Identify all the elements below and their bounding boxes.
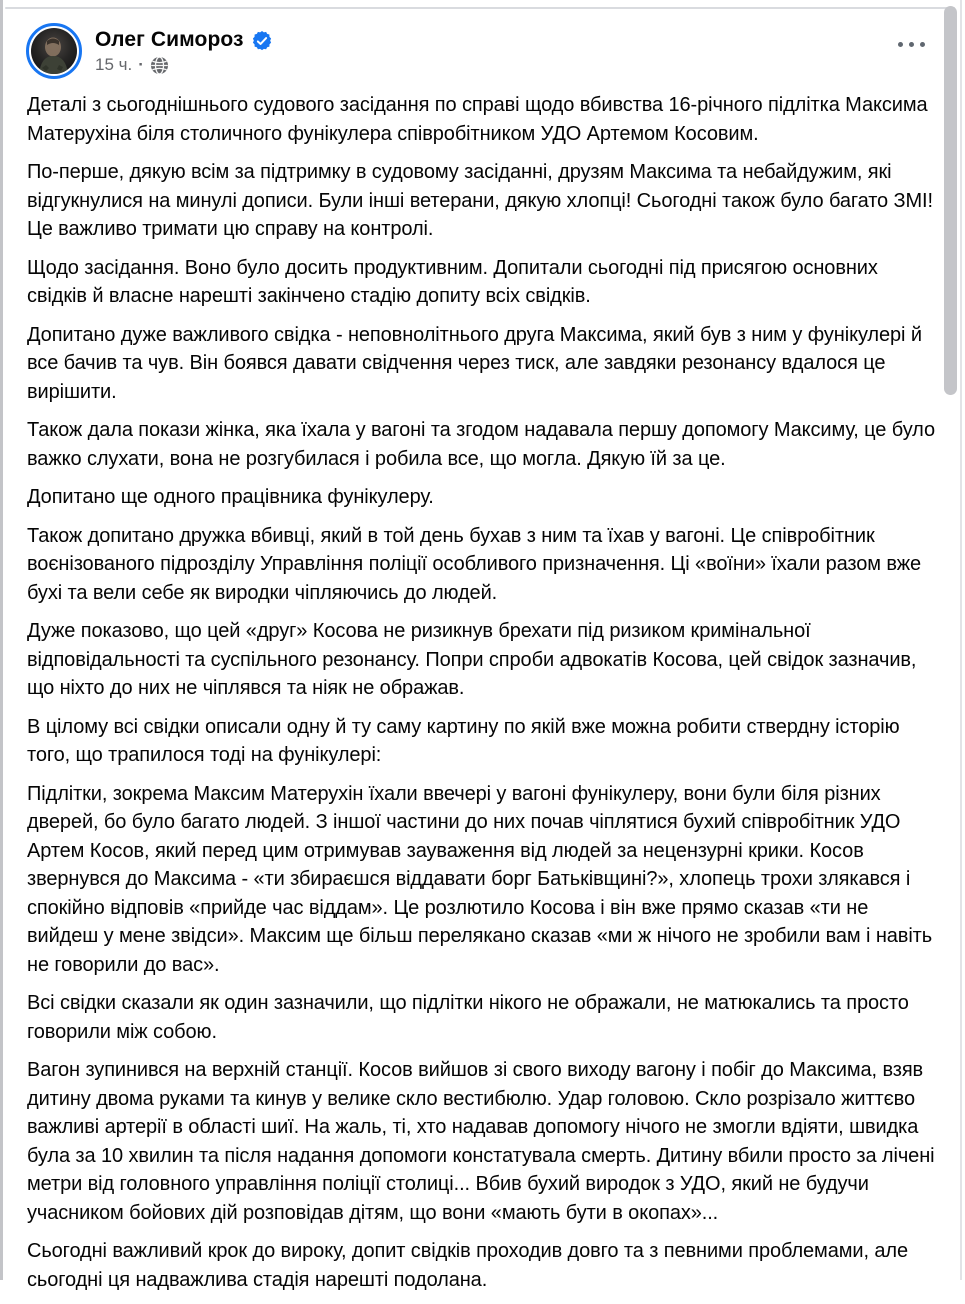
- avatar[interactable]: [26, 23, 82, 79]
- post-paragraph: Також дала покази жінка, яка їхала у вагоні та згодом надавала першу допомогу Максиму, це було важко слухати, вона не розгубилася і робила все, що могла. Дякую їй за це.: [27, 419, 941, 470]
- post-paragraph: Вагон зупинився на верхній станції. Косов вийшов зі свого виходу вагону і побіг до Максима, взяв дитину двома руками та кинув у велике скло вестибюлю. Удар головою. Скло розрізало життєво важливі артерії в області шиї. На жаль, ті, хто надавав допомогу нічого не змогли вдіяти, швидка була за 10 хвилин та після надання допомоги констатувала смерть. Дитину вбили просто за лічені метри від головного управління поліції столиці... Вбив бухий виродок з УДО, який не будучи учасником бойових дій розповідав дітям, що вони «мають бути в окопах»...: [27, 1059, 940, 1224]
- scrollbar-thumb[interactable]: [944, 6, 957, 395]
- post-card-top-border: [5, 7, 955, 9]
- avatar-photo: [26, 23, 82, 79]
- post-paragraph: Всі свідки сказали як один зазначили, що підлітки нікого не ображали, не матюкались та просто говорили між собою.: [27, 992, 915, 1043]
- verified-badge-icon: [252, 31, 272, 51]
- ellipsis-menu-icon: [898, 42, 903, 47]
- meta-separator: ·: [138, 55, 144, 74]
- post-paragraph: Також допитано дружка вбивці, який в той день бухав з ним та їхав у вагоні. Це співробітник воєнізованого підрозділу Управління поліції особливого призначення. Ці «воїни» їхали разом вже бухі та вели себе як виродки чіпляючись до людей.: [27, 524, 927, 604]
- post-paragraph: Сьогодні важливий крок до вироку, допит свідків проходив довго та з певними проблемами, але сьогодні ця надважлива стадія нарешті подолана.: [27, 1240, 914, 1291]
- post-paragraph: Підлітки, зокрема Максим Матерухін їхали ввечері у вагоні фунікулеру, вони були біля різних дверей, бо було багато людей. З іншої частини до них почав чіплятися бухий співробітник УДО Артем Косов, який перед цим отримував зауваження від людей за нецензурні крики. Косов звернувся до Максима - «ти збираєшся віддавати борг Батьківщині?», хлопець трохи злякався і спокійно відповів «прийде час віддам». Це розлютило Косова і він вже прямо сказав «ти не вийдеш у мене звідси». Максим ще більш перелякано сказав «ми ж нічого не зробили вам і навіть не говорили до вас».: [27, 782, 938, 976]
- post-paragraph: Щодо засідання. Воно було досить продуктивним. Допитали сьогодні під присягою основних свідків й власне нарешті закінчено стадію допиту всіх свідків.: [27, 256, 884, 307]
- post-paragraph: В цілому всі свідки описали одну й ту саму картину по якій вже можна робити ствердну історію того, що трапилося тоді на фунікулері:: [27, 715, 906, 766]
- window-left-edge: [0, 0, 3, 1280]
- author-name[interactable]: Олег Симороз: [95, 28, 244, 51]
- post-paragraph: Допитано дуже важливого свідка - неповнолітнього друга Максима, який був з ним у фунікулері й все бачив та чув. Він боявся давати свідчення через тиск, але завдяки резонансу вдалося це вирішити.: [27, 323, 928, 403]
- window-right-edge: [960, 0, 962, 1280]
- post-paragraph: По-перше, дякую всім за підтримку в судовому засіданні, друзям Максима та небайдужим, які відгукнулися на минулі дописи. Були інші ветерани, дякую хлопці! Сьогодні також було багато ЗМІ! Це важливо тримати цю справу на контролі.: [27, 161, 939, 240]
- post-body: [27, 91, 941, 1304]
- post-options-button[interactable]: [892, 36, 931, 53]
- post-paragraph: Допитано ще одного працівника фунікулеру.: [27, 486, 434, 508]
- globe-public-icon: [150, 56, 169, 75]
- post-paragraph: Деталі з сьогоднішнього судового засідання по справі щодо вбивства 16-річного підлітка Максима Матерухіна біля столичного фунікулера співробітником УДО Артемом Косовим.: [27, 94, 933, 145]
- post-timestamp[interactable]: 15 ч.: [95, 55, 133, 74]
- post-paragraph: Дуже показово, що цей «друг» Косова не ризикнув брехати під ризиком кримінальної відповідальності та суспільного резонансу. Попри спроби адвокатів Косова, цей свідок зазначив, що ніхто до них не чіплявся та ніяк не ображав.: [27, 620, 922, 699]
